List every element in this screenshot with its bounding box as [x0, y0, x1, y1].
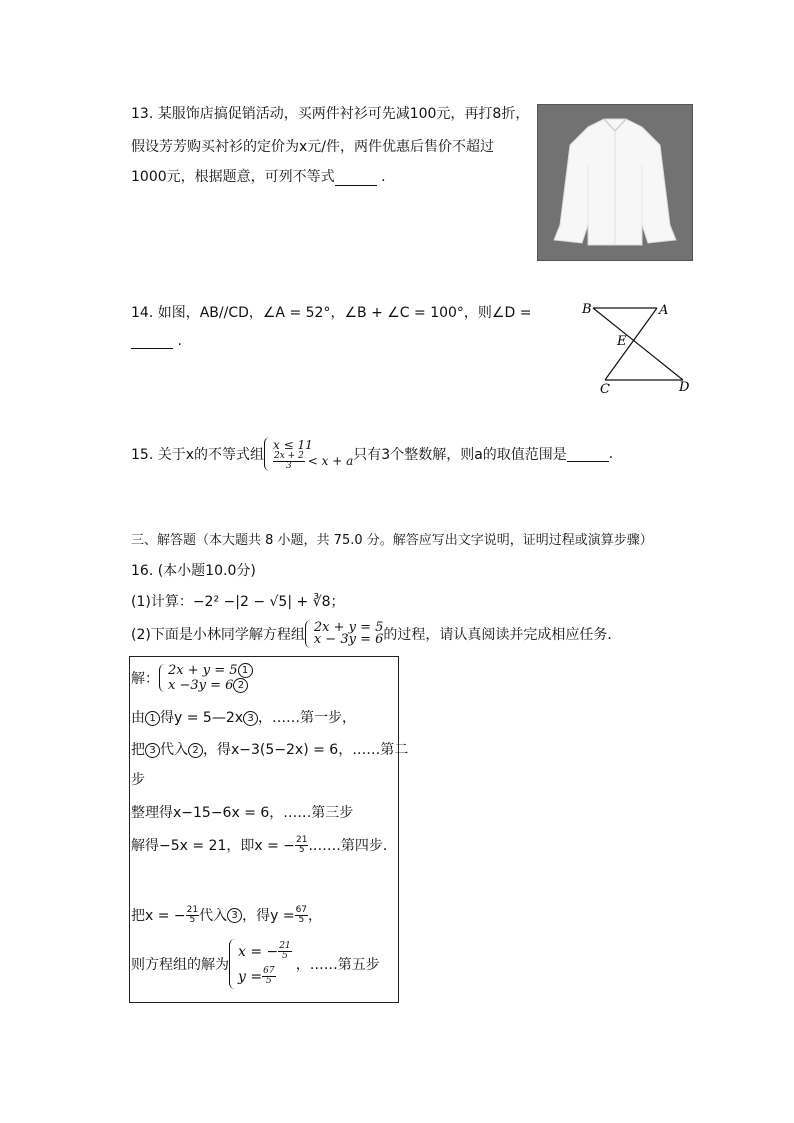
box-eq1: 2x + y = 5 — [168, 663, 238, 678]
step2-a: 把 — [131, 742, 145, 758]
final-x-den: 5 — [282, 951, 288, 961]
final-brace — [229, 939, 236, 989]
q15-brace — [264, 437, 271, 471]
box-brace — [159, 664, 166, 692]
final-y-frac — [262, 967, 275, 986]
box-solution-header — [131, 663, 253, 693]
box-system — [168, 663, 253, 693]
step1-b: 得y = 5—2x — [160, 710, 244, 726]
q16-part2-suffix: 的过程，请认真阅读并完成相应任务． — [383, 627, 622, 643]
step5-end: ， — [308, 908, 323, 924]
step5-mid2: ，得y = — [242, 908, 295, 924]
box-step4 — [131, 835, 397, 855]
box-sol-label: 解： — [131, 671, 159, 687]
step5-fraction-x — [186, 906, 199, 925]
q15-sys-line1: x ≤ 11 — [273, 437, 313, 452]
q15-frac-den: 3 — [286, 460, 292, 471]
step4-prefix: 解得−5x = 21，即x = − — [131, 838, 296, 854]
circled-1-icon: 1 — [238, 663, 253, 678]
box-step1 — [131, 707, 356, 727]
final-y-num: 67 — [263, 966, 275, 976]
final-x-num: 21 — [279, 941, 291, 951]
step2-c: ，得x−3(5−2x) = 6，……第二 — [203, 742, 409, 758]
q16-part1: (1)计算：−2² −|2 − √5| + ∛8； — [131, 594, 345, 610]
q14-line2-suffix: . — [173, 333, 182, 349]
circled-3-icon: 3 — [145, 743, 160, 758]
q16-part2-system — [314, 622, 384, 646]
q13-line2: 假设芳芳购买衬衫的定价为x元/件，两件优惠后售价不超过 — [131, 139, 495, 155]
final-suffix: ，……第五步 — [295, 957, 380, 973]
box-step2 — [131, 739, 408, 759]
q14-figure — [575, 298, 700, 402]
q15-fraction — [273, 452, 305, 471]
q15-frac-num: 2x + 2 — [274, 450, 304, 461]
q13-line3-suffix: . — [376, 169, 386, 185]
final-y-row — [238, 967, 292, 986]
box-eq2-row — [168, 678, 253, 693]
q16-part2 — [131, 620, 621, 648]
label-C: C — [600, 382, 610, 397]
q15-sys-line2 — [273, 452, 353, 471]
q13-line3-prefix: 1000元，根据题意，可列不等式 — [131, 169, 335, 185]
q13-line1: 13. 某服饰店搞促销活动，买两件衬衫可先减100元，再打8折， — [131, 106, 530, 122]
box-step3: 整理得x−15−6x = 6，……第三步 — [131, 805, 354, 821]
step5-num: 21 — [186, 904, 199, 915]
section3-heading: 三、解答题（本大题共 8 小题，共 75.0 分。解答应写出文字说明，证明过程或演算步骤） — [131, 533, 653, 548]
step1-a: 由 — [131, 710, 145, 726]
label-E: E — [617, 334, 627, 349]
label-B: B — [582, 302, 592, 317]
q16-title: 16. (本小题10.0分) — [131, 563, 256, 579]
step4-suffix: .……第四步． — [308, 838, 397, 854]
q15-prefix: 15. 关于x的不等式组 — [131, 447, 264, 463]
box-eq2: x −3y = 6 — [168, 678, 234, 693]
q16-part2-sys1: 2x + y = 5 — [313, 620, 384, 635]
box-eq1-row — [168, 663, 253, 678]
circled-3-icon: 3 — [243, 711, 258, 726]
shirt-photo — [537, 104, 693, 261]
step5-prefix: 把x = − — [131, 908, 186, 924]
q13-line3 — [131, 166, 386, 186]
q14-line1: 14. 如图，AB//CD，∠A = 52°，∠B + ∠C = 100°，则∠D = — [131, 305, 532, 321]
step4-fraction — [295, 836, 308, 855]
step5-num2: 67 — [295, 904, 308, 915]
solution-box — [129, 656, 409, 1003]
circled-2-icon: 2 — [233, 678, 248, 693]
box-step2-cont: 步 — [131, 772, 145, 788]
label-D: D — [679, 380, 690, 395]
final-x-row — [238, 942, 292, 961]
q16-part2-sys2: x − 3y = 6 — [313, 632, 384, 647]
step5-mid: 代入 — [199, 908, 228, 924]
circled-1-icon: 1 — [145, 711, 160, 726]
final-y-den: 5 — [265, 976, 272, 986]
q15-end: . — [608, 446, 614, 462]
label-A: A — [659, 303, 669, 318]
q13-answer-blank[interactable] — [335, 171, 377, 186]
final-prefix: 则方程组的解为 — [131, 957, 229, 973]
q16-part2-prefix: (2)下面是小林同学解方程组 — [131, 627, 305, 643]
q14-answer-blank[interactable] — [131, 334, 173, 349]
step5-fraction-y — [295, 906, 308, 925]
step4-num: 21 — [296, 834, 308, 845]
q15-answer-blank[interactable] — [567, 447, 609, 462]
q14-line2 — [131, 333, 182, 349]
step5-den: 5 — [189, 914, 196, 925]
step2-b: 代入 — [160, 742, 188, 758]
step4-den: 5 — [298, 844, 305, 855]
box-final — [131, 939, 380, 989]
q16-part2-brace — [305, 620, 312, 648]
step1-c: ，……第一步， — [258, 710, 357, 726]
box-step5 — [131, 905, 322, 925]
q15-suffix: 只有3个整数解，则a的取值范围是 — [353, 447, 567, 463]
q15-system — [273, 438, 353, 471]
final-x: x = − — [238, 943, 279, 960]
q15 — [131, 437, 613, 471]
step5-den2: 5 — [298, 914, 305, 925]
circled-2-icon: 2 — [188, 743, 203, 758]
final-y: y = — [238, 968, 263, 985]
final-x-frac — [278, 942, 291, 961]
q15-sys-line2-rest: < x + a — [307, 454, 354, 468]
final-system — [238, 942, 292, 986]
circled-3-icon: 3 — [227, 908, 242, 923]
